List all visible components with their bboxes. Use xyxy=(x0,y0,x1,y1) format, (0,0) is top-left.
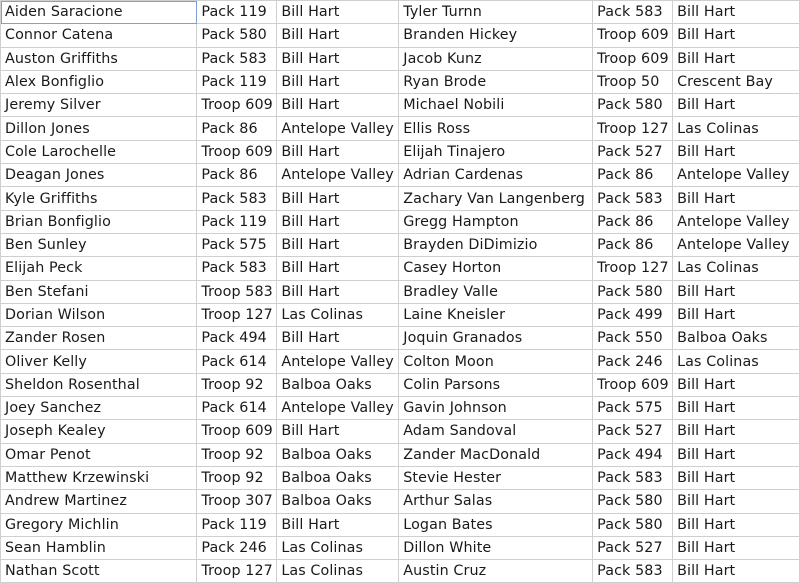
right-name-cell[interactable]: Casey Horton xyxy=(399,257,593,280)
right-unit-cell[interactable]: Troop 609 xyxy=(593,24,673,47)
right-unit-cell[interactable]: Troop 609 xyxy=(593,373,673,396)
left-name-cell[interactable]: Dillon Jones xyxy=(1,117,197,140)
right-unit-cell[interactable]: Pack 527 xyxy=(593,536,673,559)
right-district-cell[interactable]: Bill Hart xyxy=(673,94,800,117)
right-unit-cell[interactable]: Pack 550 xyxy=(593,327,673,350)
left-district-cell[interactable]: Las Colinas xyxy=(277,560,399,583)
left-unit-cell[interactable]: Troop 127 xyxy=(197,303,277,326)
right-name-cell[interactable]: Elijah Tinajero xyxy=(399,140,593,163)
table-row xyxy=(1,164,800,187)
left-district-cell[interactable]: Bill Hart xyxy=(277,1,399,24)
left-unit-cell[interactable]: Pack 583 xyxy=(197,47,277,70)
left-unit-cell[interactable]: Pack 119 xyxy=(197,70,277,93)
left-name-cell[interactable]: Gregory Michlin xyxy=(1,513,197,536)
left-name-cell[interactable]: Ben Stefani xyxy=(1,280,197,303)
left-district-cell[interactable]: Bill Hart xyxy=(277,210,399,233)
left-district-cell[interactable]: Antelope Valley xyxy=(277,164,399,187)
table-row xyxy=(1,560,800,583)
left-unit-cell[interactable]: Troop 92 xyxy=(197,466,277,489)
left-unit-cell[interactable]: Troop 609 xyxy=(197,420,277,443)
left-name-cell[interactable]: Omar Penot xyxy=(1,443,197,466)
left-district-cell[interactable]: Bill Hart xyxy=(277,24,399,47)
left-unit-cell[interactable]: Pack 86 xyxy=(197,117,277,140)
grid-body xyxy=(1,1,800,583)
left-district-cell[interactable]: Balboa Oaks xyxy=(277,466,399,489)
right-name-cell[interactable]: Brayden DiDimizio xyxy=(399,233,593,256)
right-unit-cell[interactable]: Pack 583 xyxy=(593,466,673,489)
table-row xyxy=(1,327,800,350)
left-unit-cell[interactable]: Troop 609 xyxy=(197,94,277,117)
right-district-cell[interactable]: Bill Hart xyxy=(673,513,800,536)
table-row xyxy=(1,397,800,420)
table-row xyxy=(1,233,800,256)
right-unit-cell[interactable]: Pack 583 xyxy=(593,187,673,210)
right-district-cell[interactable]: Crescent Bay xyxy=(673,70,800,93)
right-name-cell[interactable]: Adrian Cardenas xyxy=(399,164,593,187)
left-district-cell[interactable]: Bill Hart xyxy=(277,94,399,117)
table-row xyxy=(1,513,800,536)
left-name-cell[interactable]: Aiden Saracione xyxy=(1,1,197,24)
right-name-cell[interactable]: Arthur Salas xyxy=(399,490,593,513)
right-unit-cell[interactable]: Pack 583 xyxy=(593,560,673,583)
table-row xyxy=(1,490,800,513)
left-district-cell[interactable]: Bill Hart xyxy=(277,70,399,93)
table-row xyxy=(1,443,800,466)
table-row xyxy=(1,140,800,163)
right-unit-cell[interactable]: Troop 127 xyxy=(593,117,673,140)
right-name-cell[interactable]: Logan Bates xyxy=(399,513,593,536)
left-unit-cell[interactable]: Pack 583 xyxy=(197,187,277,210)
left-name-cell[interactable]: Sean Hamblin xyxy=(1,536,197,559)
table-row xyxy=(1,280,800,303)
right-name-cell[interactable]: Gregg Hampton xyxy=(399,210,593,233)
right-district-cell[interactable]: Bill Hart xyxy=(673,280,800,303)
right-district-cell[interactable]: Antelope Valley xyxy=(673,233,800,256)
table-row xyxy=(1,117,800,140)
right-district-cell[interactable]: Bill Hart xyxy=(673,560,800,583)
left-district-cell[interactable]: Antelope Valley xyxy=(277,397,399,420)
right-name-cell[interactable]: Bradley Valle xyxy=(399,280,593,303)
left-unit-cell[interactable]: Pack 86 xyxy=(197,164,277,187)
right-name-cell[interactable]: Branden Hickey xyxy=(399,24,593,47)
right-unit-cell[interactable]: Troop 50 xyxy=(593,70,673,93)
table-row xyxy=(1,350,800,373)
right-district-cell[interactable]: Bill Hart xyxy=(673,187,800,210)
left-name-cell[interactable]: Zander Rosen xyxy=(1,327,197,350)
right-district-cell[interactable]: Bill Hart xyxy=(673,47,800,70)
right-unit-cell[interactable]: Pack 86 xyxy=(593,164,673,187)
left-unit-cell[interactable]: Pack 583 xyxy=(197,257,277,280)
left-district-cell[interactable]: Bill Hart xyxy=(277,47,399,70)
left-unit-cell[interactable]: Pack 246 xyxy=(197,536,277,559)
right-district-cell[interactable]: Bill Hart xyxy=(673,303,800,326)
table-row xyxy=(1,1,800,24)
right-name-cell[interactable]: Ryan Brode xyxy=(399,70,593,93)
left-name-cell[interactable]: Sheldon Rosenthal xyxy=(1,373,197,396)
left-district-cell[interactable]: Bill Hart xyxy=(277,257,399,280)
table-row xyxy=(1,187,800,210)
left-name-cell[interactable]: Joey Sanchez xyxy=(1,397,197,420)
table-row xyxy=(1,373,800,396)
table-row xyxy=(1,94,800,117)
left-name-cell[interactable]: Oliver Kelly xyxy=(1,350,197,373)
left-district-cell[interactable]: Balboa Oaks xyxy=(277,490,399,513)
left-name-cell[interactable]: Deagan Jones xyxy=(1,164,197,187)
right-name-cell[interactable]: Gavin Johnson xyxy=(399,397,593,420)
right-name-cell[interactable]: Adam Sandoval xyxy=(399,420,593,443)
left-unit-cell[interactable]: Pack 575 xyxy=(197,233,277,256)
right-unit-cell[interactable]: Pack 527 xyxy=(593,420,673,443)
right-unit-cell[interactable]: Pack 580 xyxy=(593,280,673,303)
right-district-cell[interactable]: Bill Hart xyxy=(673,466,800,489)
left-name-cell[interactable]: Cole Larochelle xyxy=(1,140,197,163)
left-name-cell[interactable]: Kyle Griffiths xyxy=(1,187,197,210)
left-name-cell[interactable]: Auston Griffiths xyxy=(1,47,197,70)
right-unit-cell[interactable]: Pack 494 xyxy=(593,443,673,466)
right-unit-cell[interactable]: Pack 499 xyxy=(593,303,673,326)
right-name-cell[interactable]: Jacob Kunz xyxy=(399,47,593,70)
right-unit-cell[interactable]: Pack 580 xyxy=(593,94,673,117)
right-district-cell[interactable]: Bill Hart xyxy=(673,420,800,443)
left-unit-cell[interactable]: Pack 614 xyxy=(197,350,277,373)
right-district-cell[interactable]: Bill Hart xyxy=(673,443,800,466)
right-district-cell[interactable]: Balboa Oaks xyxy=(673,327,800,350)
right-district-cell[interactable]: Antelope Valley xyxy=(673,210,800,233)
left-unit-cell[interactable]: Troop 609 xyxy=(197,140,277,163)
right-name-cell[interactable]: Colin Parsons xyxy=(399,373,593,396)
right-district-cell[interactable]: Bill Hart xyxy=(673,1,800,24)
right-district-cell[interactable]: Bill Hart xyxy=(673,397,800,420)
right-unit-cell[interactable]: Pack 86 xyxy=(593,233,673,256)
left-name-cell[interactable]: Connor Catena xyxy=(1,24,197,47)
left-unit-cell[interactable]: Pack 119 xyxy=(197,210,277,233)
right-name-cell[interactable]: Ellis Ross xyxy=(399,117,593,140)
left-unit-cell[interactable]: Pack 119 xyxy=(197,1,277,24)
right-district-cell[interactable]: Bill Hart xyxy=(673,24,800,47)
right-name-cell[interactable]: Zachary Van Langenberg xyxy=(399,187,593,210)
left-district-cell[interactable]: Bill Hart xyxy=(277,280,399,303)
right-district-cell[interactable]: Las Colinas xyxy=(673,257,800,280)
left-district-cell[interactable]: Bill Hart xyxy=(277,233,399,256)
table-row xyxy=(1,257,800,280)
right-unit-cell[interactable]: Pack 86 xyxy=(593,210,673,233)
table-row xyxy=(1,70,800,93)
right-name-cell[interactable]: Austin Cruz xyxy=(399,560,593,583)
right-district-cell[interactable]: Las Colinas xyxy=(673,350,800,373)
left-unit-cell[interactable]: Troop 92 xyxy=(197,443,277,466)
right-unit-cell[interactable]: Pack 246 xyxy=(593,350,673,373)
left-district-cell[interactable]: Las Colinas xyxy=(277,303,399,326)
right-district-cell[interactable]: Bill Hart xyxy=(673,140,800,163)
left-district-cell[interactable]: Bill Hart xyxy=(277,327,399,350)
left-unit-cell[interactable]: Pack 494 xyxy=(197,327,277,350)
right-name-cell[interactable]: Michael Nobili xyxy=(399,94,593,117)
left-name-cell[interactable]: Elijah Peck xyxy=(1,257,197,280)
table-row xyxy=(1,210,800,233)
left-district-cell[interactable]: Bill Hart xyxy=(277,140,399,163)
left-name-cell[interactable]: Matthew Krzewinski xyxy=(1,466,197,489)
right-unit-cell[interactable]: Pack 580 xyxy=(593,513,673,536)
left-unit-cell[interactable]: Troop 127 xyxy=(197,560,277,583)
right-name-cell[interactable]: Stevie Hester xyxy=(399,466,593,489)
left-name-cell[interactable]: Dorian Wilson xyxy=(1,303,197,326)
left-name-cell[interactable]: Jeremy Silver xyxy=(1,94,197,117)
left-district-cell[interactable]: Antelope Valley xyxy=(277,350,399,373)
left-district-cell[interactable]: Balboa Oaks xyxy=(277,443,399,466)
right-district-cell[interactable]: Antelope Valley xyxy=(673,164,800,187)
left-unit-cell[interactable]: Troop 92 xyxy=(197,373,277,396)
left-name-cell[interactable]: Alex Bonfiglio xyxy=(1,70,197,93)
right-unit-cell[interactable]: Pack 583 xyxy=(593,1,673,24)
table-row xyxy=(1,420,800,443)
right-name-cell[interactable]: Joquin Granados xyxy=(399,327,593,350)
left-unit-cell[interactable]: Pack 614 xyxy=(197,397,277,420)
left-unit-cell[interactable]: Pack 119 xyxy=(197,513,277,536)
right-name-cell[interactable]: Laine Kneisler xyxy=(399,303,593,326)
table-row xyxy=(1,536,800,559)
left-district-cell[interactable]: Las Colinas xyxy=(277,536,399,559)
table-row xyxy=(1,47,800,70)
right-unit-cell[interactable]: Troop 609 xyxy=(593,47,673,70)
table-row xyxy=(1,466,800,489)
right-unit-cell[interactable]: Pack 575 xyxy=(593,397,673,420)
left-name-cell[interactable]: Ben Sunley xyxy=(1,233,197,256)
left-district-cell[interactable]: Antelope Valley xyxy=(277,117,399,140)
right-name-cell[interactable]: Tyler Turnn xyxy=(399,1,593,24)
left-name-cell[interactable]: Andrew Martinez xyxy=(1,490,197,513)
left-district-cell[interactable]: Bill Hart xyxy=(277,420,399,443)
left-name-cell[interactable]: Brian Bonfiglio xyxy=(1,210,197,233)
right-unit-cell[interactable]: Troop 127 xyxy=(593,257,673,280)
right-unit-cell[interactable]: Pack 580 xyxy=(593,490,673,513)
right-district-cell[interactable]: Bill Hart xyxy=(673,373,800,396)
left-district-cell[interactable]: Balboa Oaks xyxy=(277,373,399,396)
left-name-cell[interactable]: Nathan Scott xyxy=(1,560,197,583)
left-district-cell[interactable]: Bill Hart xyxy=(277,513,399,536)
left-unit-cell[interactable]: Pack 580 xyxy=(197,24,277,47)
table-row xyxy=(1,303,800,326)
left-unit-cell[interactable]: Troop 307 xyxy=(197,490,277,513)
right-name-cell[interactable]: Dillon White xyxy=(399,536,593,559)
right-name-cell[interactable]: Colton Moon xyxy=(399,350,593,373)
right-unit-cell[interactable]: Pack 527 xyxy=(593,140,673,163)
left-name-cell[interactable]: Joseph Kealey xyxy=(1,420,197,443)
table-row xyxy=(1,24,800,47)
right-name-cell[interactable]: Zander MacDonald xyxy=(399,443,593,466)
right-district-cell[interactable]: Bill Hart xyxy=(673,490,800,513)
left-district-cell[interactable]: Bill Hart xyxy=(277,187,399,210)
right-district-cell[interactable]: Las Colinas xyxy=(673,117,800,140)
right-district-cell[interactable]: Bill Hart xyxy=(673,536,800,559)
left-unit-cell[interactable]: Troop 583 xyxy=(197,280,277,303)
